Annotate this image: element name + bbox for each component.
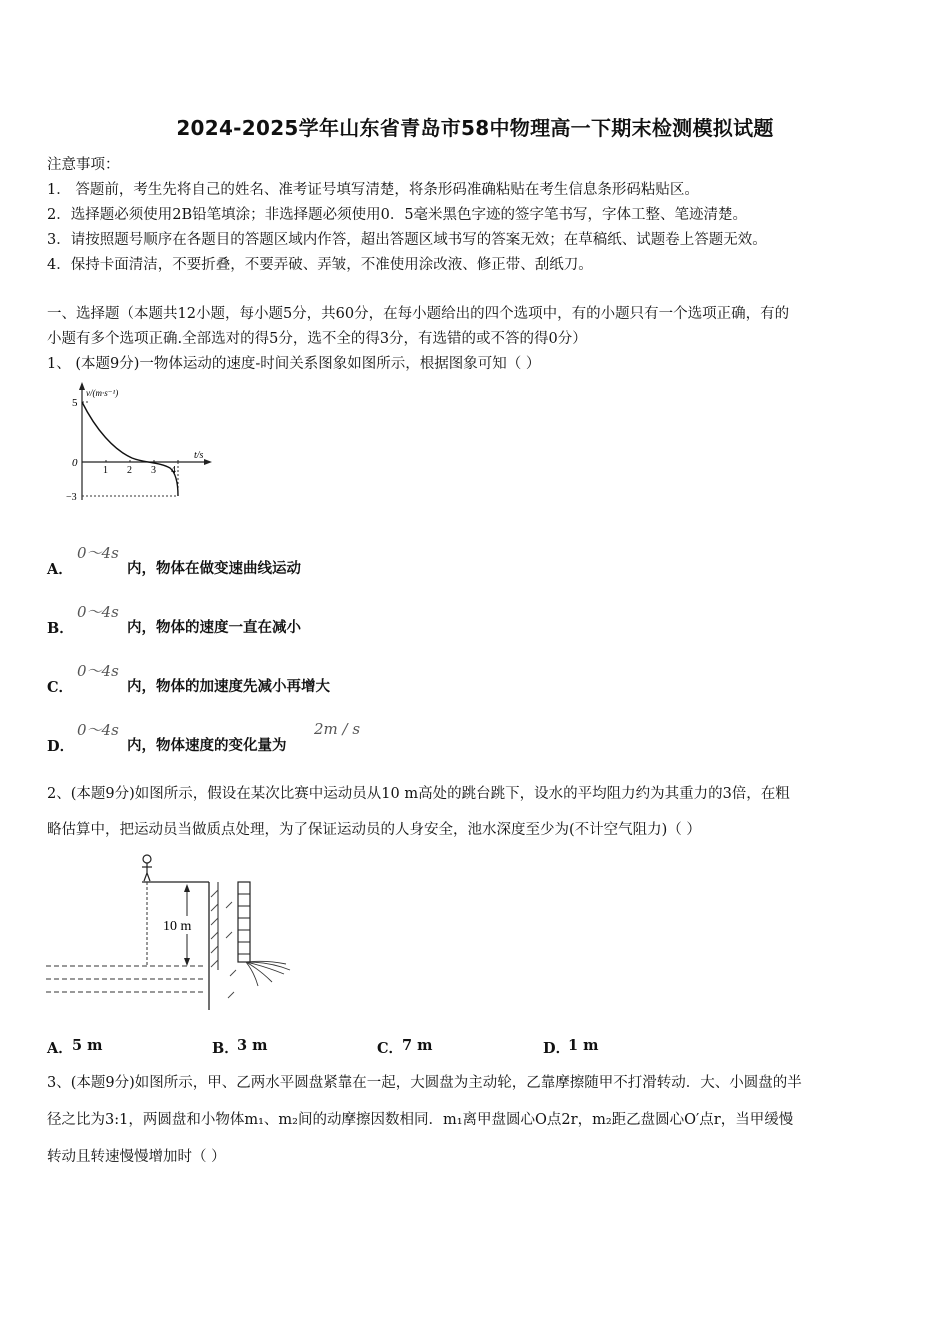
q2-wall-hatching [211, 890, 236, 998]
q2-option-d-text: 1 m [568, 1037, 599, 1054]
notice-heading: 注意事项： [47, 157, 120, 173]
q1-graph-x-tick-4: 4 [171, 465, 176, 476]
q1-graph-xlabel: t/s [194, 450, 204, 461]
q1-graph-y-bottom: −3 [66, 492, 77, 503]
q1-graph-ylabel: v/(m·s⁻¹) [86, 388, 119, 398]
q2-ladder-rungs [238, 894, 250, 954]
q2-diver-leg-right [147, 873, 150, 881]
q2-option-a-text: 5 m [72, 1037, 103, 1054]
q1-graph-curve [82, 402, 178, 496]
q1-option-d-text: 内，物体速度的变化量为 [127, 737, 287, 754]
section-instructions-line-2: 小题有多个选项正确.全部选对的得5分，选不全的得3分，有选错的或不答的得0分） [47, 331, 587, 347]
q2-option-c-letter: C． [377, 1040, 404, 1057]
q1-option-a-text: 内，物体在做变速曲线运动 [127, 560, 301, 577]
q1-stem: 1、 (本题9分)一物体运动的速度-时间关系图象如图所示，根据图象可知（ ） [47, 356, 541, 372]
q3-stem-line-2: 径之比为3:1，两圆盘和小物体m₁、m₂间的动摩擦因数相同．m₁离甲盘圆心O点2r，m₂距乙盘圆心O′点r，当甲缓慢 [47, 1112, 794, 1128]
q2-diver-leg-left [144, 873, 147, 881]
q2-option-c-text: 7 m [402, 1037, 433, 1054]
q2-option-d-letter: D． [543, 1040, 571, 1057]
q1-option-c-letter: C． [47, 679, 74, 696]
notice-item-1: 1． 答题前，考生先将自己的姓名、准考证号填写清楚，将条形码准确粘贴在考生信息条形码粘贴区。 [47, 182, 699, 198]
page-title: 2024-2025学年山东省青岛市58中物理高一下期末检测模拟试题 [176, 116, 774, 140]
q1-option-b-text: 内，物体的速度一直在减小 [127, 619, 301, 636]
q2-height-arrow-up [184, 884, 190, 892]
q1-graph-y-top: 5 [72, 397, 78, 409]
q2-option-b-text: 3 m [237, 1037, 268, 1054]
q3-stem-line-3: 转动且转速慢慢增加时（ ） [47, 1149, 226, 1165]
q1-option-d-math-2: 2m / s [314, 720, 361, 738]
q3-stem-line-1: 3、(本题9分)如图所示，甲、乙两水平圆盘紧靠在一起，大圆盘为主动轮，乙靠摩擦随甲不打滑转动．大、小圆盘的半 [47, 1075, 802, 1091]
notice-item-3: 3．请按照题号顺序在各题目的答题区域内作答，超出答题区域书写的答案无效；在草稿纸、试题卷上答题无效。 [47, 232, 767, 248]
q1-graph-x-tick-2: 2 [127, 465, 132, 476]
q2-grass [246, 961, 290, 986]
q2-height-arrow-down [184, 958, 190, 966]
q1-graph-origin: 0 [72, 457, 78, 469]
q2-option-a-letter: A． [47, 1040, 73, 1057]
q2-stem-line-2: 略估算中，把运动员当做质点处理，为了保证运动员的人身安全，池水深度至少为(不计空气阻力)（ ） [47, 822, 701, 838]
q1-option-d-letter: D． [47, 738, 75, 755]
q1-option-b-letter: B． [47, 620, 74, 637]
q2-option-b-letter: B． [212, 1040, 239, 1057]
q1-graph-x-tick-1: 1 [103, 465, 108, 476]
q1-option-c-text: 内，物体的加速度先减小再增大 [127, 678, 330, 695]
q1-option-c-math: 0～4s [77, 662, 119, 680]
notice-item-4: 4．保持卡面清洁，不要折叠，不要弄破、弄皱，不准使用涂改液、修正带、刮纸刀。 [47, 257, 593, 273]
q2-diving-figure [46, 852, 296, 1014]
q2-height-label: 10 m [163, 919, 192, 934]
notice-item-2: 2．选择题必须使用2B铅笔填涂；非选择题必须使用0．5毫米黑色字迹的签字笔书写，字体工整、笔迹清楚。 [47, 207, 748, 223]
section-instructions-line-1: 一、选择题（本题共12小题，每小题5分，共60分，在每小题给出的四个选项中，有的小题只有一个选项正确，有的 [47, 306, 790, 322]
q1-option-d-math: 0～4s [77, 721, 119, 739]
q1-vt-graph [66, 382, 216, 504]
q1-graph-y-arrow [79, 382, 85, 390]
q2-diver-head [143, 855, 151, 863]
q1-option-a-math: 0～4s [77, 544, 119, 562]
q1-graph-x-arrow [204, 459, 212, 465]
q1-option-a-letter: A． [47, 561, 73, 578]
q1-option-b-math: 0～4s [77, 603, 119, 621]
q2-stem-line-1: 2、(本题9分)如图所示，假设在某次比赛中运动员从10 m高处的跳台跳下，设水的平均阻力约为其重力的3倍，在粗 [47, 786, 790, 802]
q1-graph-x-tick-3: 3 [151, 465, 156, 476]
